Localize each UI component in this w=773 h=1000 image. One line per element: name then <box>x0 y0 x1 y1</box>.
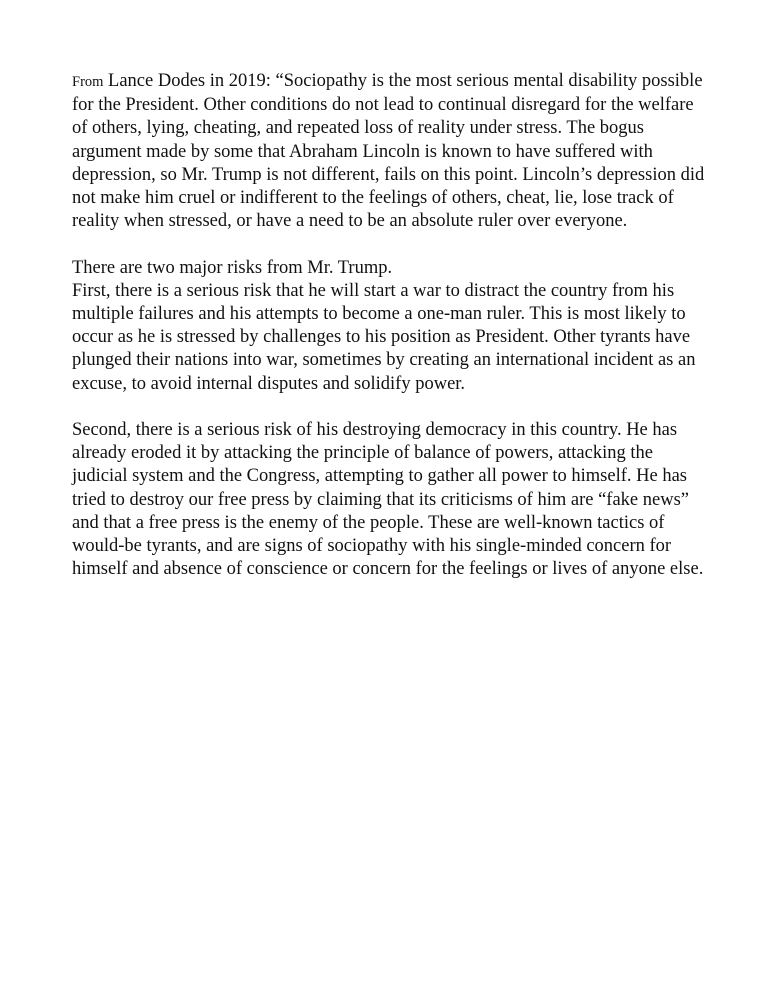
first-risk-paragraph: First, there is a serious risk that he will start a war to distract the country from his multiple failures and his attempts to become a one-man ruler. This is most likely to occur as he is stressed by challenges to his position as President. Other tyrants have plunged their nations into war, sometimes by creating an international incident as an excuse, to avoid internal disputes and solidify power. <box>72 280 696 394</box>
second-risk-paragraph: Second, there is a serious risk of his destroying democracy in this country. He has already eroded it by attacking the principle of balance of powers, attacking the judicial system and the Congress, attempting to gather all power to himself. He has tried to destroy our free press by claiming that its criticisms of him are “fake news” and that a free press is the enemy of the people. These are well-known tactics of would-be tyrants, and are signs of sociopathy with his single-minded concern for himself and absence of conscience or concern for the feelings or lives of anyone else. <box>72 420 704 580</box>
quote-text: Lance Dodes in 2019: “Sociopathy is the most serious mental disability possible for the President. Other conditions do not lead to continual disregard for the welfare of others, lying, cheating, and repeated loss of reality under stress. The bogus argument made by some that Abraham Lincoln is known to have suffered with depression, so Mr. Trump is not different, fails on this point. Lincoln’s depression did not make him cruel or indifferent to the feelings of others, cheat, lie, lose track of reality when stressed, or have a need to be an absolute ruler over everyone. <box>72 71 705 232</box>
risks-intro-paragraph: There are two major risks from Mr. Trump. <box>72 257 393 278</box>
document-page <box>72 70 712 605</box>
quote-paragraph <box>72 70 712 233</box>
intro-prefix: From <box>72 74 104 90</box>
